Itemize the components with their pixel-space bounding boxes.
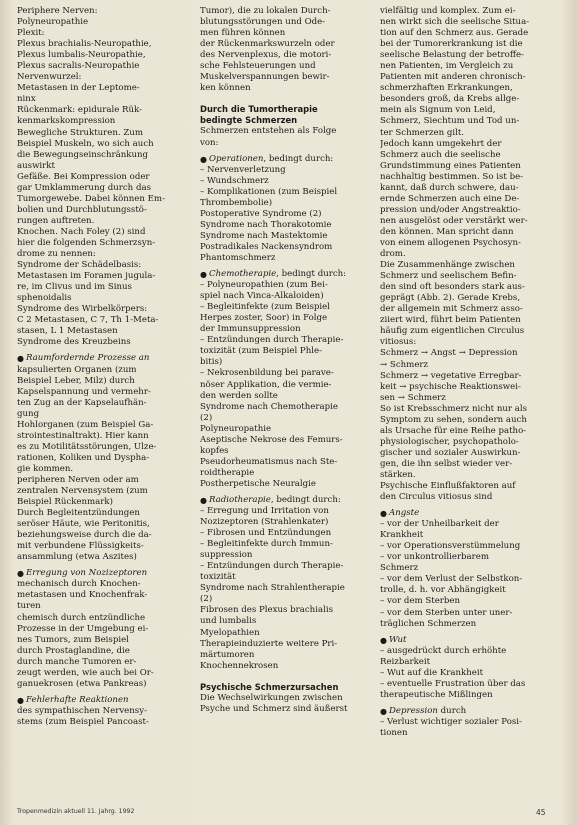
text-line: hier die folgenden Schmerzsyn- <box>17 237 156 248</box>
bullet-title: Depression <box>389 705 438 716</box>
text-line: träglichen Schmerzen <box>380 618 477 629</box>
text-line: Jedoch kann umgekehrt der <box>380 138 502 149</box>
text-line: schmerzhaften Erkrankungen, <box>380 83 513 94</box>
text-line: ken können <box>200 83 251 94</box>
text-line: – Polyneuropathien (zum Bei- <box>200 280 328 291</box>
text-line: sen → Schmerz <box>380 392 446 403</box>
text-line: rationen, Koliken und Dyspha- <box>17 452 150 463</box>
bullet-icon: ● <box>17 569 24 579</box>
text-line: Hohlorganen (zum Beispiel Ga- <box>17 419 154 430</box>
text-line: C 2 Metastasen, C 7, Th 1-Meta- <box>17 315 159 326</box>
text-line: es zu Motilitätsstörungen, Ulze- <box>17 441 157 452</box>
text-line: – Nekrosenbildung bei parave- <box>200 368 334 379</box>
text-line: Krankheit <box>380 530 424 541</box>
text-line: rungen auftreten. <box>17 215 95 226</box>
text-line: nen Patienten, im Vergleich zu <box>380 61 514 72</box>
text-line: – vor Operationsverstümmelung <box>380 541 521 552</box>
text-line: – Entzündungen durch Therapie- <box>200 561 344 572</box>
bullet-title: Raumfordernde Prozesse an <box>26 353 150 364</box>
text-line: Die Wechselwirkungen zwischen <box>200 692 343 703</box>
bullet-title: Fehlerhafte Reaktionen <box>26 694 129 705</box>
text-line: – ausgedrückt durch erhöhte <box>380 645 507 656</box>
text-line: Beispiel Leber, Milz) durch <box>17 375 135 386</box>
text-line: physiologischer, psychopatholo- <box>380 436 519 447</box>
text-line: Herpes zoster, Soor) in Folge <box>200 313 328 324</box>
bullet-heading <box>380 635 562 646</box>
text-line: toxizität (zum Beispiel Phle- <box>200 346 322 357</box>
text-line: re, im Clivus und im Sinus <box>17 282 132 293</box>
text-line: Patienten mit anderen chronisch- <box>380 72 526 83</box>
text-line: Beispiel Muskeln, wo sich auch <box>17 138 154 149</box>
text-line: – Komplikationen (zum Beispiel <box>200 186 338 197</box>
text-line: – Nervenverletzung <box>200 164 286 175</box>
text-line: Psychische Einflußfaktoren auf <box>380 481 516 492</box>
section-heading: Psychische Schmerzursachen <box>200 681 339 692</box>
bullet-icon: ● <box>200 495 207 505</box>
text-line: toxizität <box>200 572 236 583</box>
text-line: Plexus brachialis-Neuropathie, <box>17 39 152 50</box>
text-line: kapsulierten Organen (zum <box>17 364 137 375</box>
text-line: bitis) <box>200 357 223 368</box>
text-line: drome zu nennen: <box>17 249 96 260</box>
text-line: Aseptische Nekrose des Femurs- <box>200 434 343 445</box>
text-line: ansammlung (etwa Aszites) <box>17 552 137 563</box>
text-line: Postradikales Nackensyndrom <box>200 241 333 252</box>
text-line: mit verbundene Flüssigkeits- <box>17 541 144 552</box>
text-line: ten Zug an der Kapselaufhän- <box>17 397 147 408</box>
text-line: des sympathischen Nervensy- <box>17 705 147 716</box>
text-line: Plexit: <box>17 28 45 39</box>
text-line: (2) <box>200 412 213 423</box>
bullet-title-rest: , bedingt durch: <box>263 153 334 164</box>
text-line: besonders groß, da Krebs allge- <box>380 94 520 105</box>
text-line: Die Zusammenhänge zwischen <box>380 260 515 271</box>
text-line: Schmerz auch die seelische <box>380 149 501 160</box>
text-line: Grundstimmung eines Patienten <box>380 160 521 171</box>
text-line: gie kommen. <box>17 463 74 474</box>
text-line: – eventuelle Frustration über das <box>380 678 526 689</box>
text-line: kopfes <box>200 445 229 456</box>
text-line: auswirkt <box>17 160 55 171</box>
text-line: Tumor), die zu lokalen Durch- <box>200 6 331 16</box>
bullet-title-rest: , bedingt durch: <box>270 494 341 505</box>
text-line: – Wut auf die Krankheit <box>380 667 484 678</box>
section-heading: Durch die Tumortherapie <box>200 104 318 115</box>
text-line: Psyche und Schmerz sind äußerst <box>200 703 348 714</box>
text-line: – vor dem Verlust der Selbstkon- <box>380 574 523 585</box>
text-line: chemisch durch entzündliche <box>17 612 146 623</box>
text-line: nöser Applikation, die vermie- <box>200 379 332 390</box>
text-line: – vor unkontrollierbarem <box>380 552 490 563</box>
text-line: – Entzündungen durch Therapie- <box>200 335 344 346</box>
text-line: Plexus lumbalis-Neuropathie, <box>17 50 146 61</box>
text-line: von: <box>200 137 219 148</box>
text-line: Pseudorheumatismus nach Ste- <box>200 456 338 467</box>
bullet-heading <box>17 568 191 579</box>
bullet-icon: ● <box>17 354 24 364</box>
bullet-heading <box>17 353 191 364</box>
text-line: Rückenmark: epidurale Rük- <box>17 105 142 116</box>
text-line: der Rückenmarkswurzeln oder <box>200 39 335 50</box>
text-line: Schmerz, Siechtum und Tod un- <box>380 116 520 127</box>
text-line: stasen, L 1 Metastasen <box>17 326 118 337</box>
text-line: – Begleitinfekte (zum Beispiel <box>200 302 330 313</box>
bullet-title: Radiotherapie <box>209 494 271 505</box>
text-line: mechanisch durch Knochen- <box>17 579 141 590</box>
text-line: bei der Tumorerkrankung ist die <box>380 39 523 50</box>
bullet-icon: ● <box>200 270 207 280</box>
text-line: ziiert wird, führt beim Patienten <box>380 315 521 326</box>
page-number: 45 <box>536 808 546 817</box>
text-line: Metastasen in der Leptome- <box>17 83 140 94</box>
bullet-title: Wut <box>389 634 407 645</box>
bullet-heading <box>200 269 374 280</box>
text-line: pression und/oder Angstreaktio- <box>380 204 521 215</box>
bullet-title-rest: durch <box>437 705 467 716</box>
text-line: keit → psychische Reaktionswei- <box>380 381 521 392</box>
text-line: Metastasen im Foramen jugula- <box>17 271 156 282</box>
text-line: – vor dem Sterben unter uner- <box>380 607 513 618</box>
bullet-icon: ● <box>380 706 387 716</box>
text-line: kannt, daß durch schwere, dau- <box>380 182 519 193</box>
text-line: – vor dem Sterben <box>380 596 461 607</box>
text-line: Postoperative Syndrome (2) <box>200 208 322 219</box>
text-line: Syndrome des Wirbelkörpers: <box>17 304 148 315</box>
text-line: roidtherapie <box>200 467 255 478</box>
text-line: ninx <box>17 94 36 105</box>
text-line: nen ausgelöst oder verstärkt wer- <box>380 215 528 226</box>
text-line: strointestinaltrakt). Hier kann <box>17 430 149 441</box>
bullet-heading <box>200 154 374 165</box>
text-line: – Wundschmerz <box>200 175 269 186</box>
bullet-title: Ängste <box>389 508 420 519</box>
text-line: Postherpetische Neuralgie <box>200 478 317 489</box>
text-line: beziehungsweise durch die da- <box>17 530 152 541</box>
text-line: blutungsstörungen und Öde- <box>200 17 326 28</box>
column-2 <box>200 6 374 715</box>
text-line: therapeutische Mißlingen <box>380 689 493 700</box>
text-line: So ist Krebsschmerz nicht nur als <box>380 403 528 414</box>
text-line: geprägt (Abb. 2). Gerade Krebs, <box>380 293 521 304</box>
text-line: Durch Begleitentzündungen <box>17 508 140 519</box>
text-line: turen <box>17 601 41 612</box>
text-line: den werden sollte <box>200 390 278 401</box>
text-line: tion auf den Schmerz aus. Gerade <box>380 28 529 39</box>
text-line: Plexus sacralis-Neuropathie <box>17 61 140 72</box>
text-line: – Fibrosen und Entzündungen <box>200 528 332 539</box>
text-line: sphenoidalis <box>17 293 72 304</box>
text-line: Kapselspannung und vermehr- <box>17 386 151 397</box>
text-line: Nervenwurzel: <box>17 72 82 83</box>
column-1 <box>17 6 191 728</box>
text-line: vielfältig und komplex. Zum ei- <box>380 6 516 16</box>
bullet-heading <box>380 706 562 717</box>
text-line: Periphere Nerven: <box>17 6 98 16</box>
text-line: von einem allogenen Psychosyn- <box>380 237 521 248</box>
bullet-title: Chemotherapie <box>209 269 277 280</box>
text-line: drom. <box>380 249 406 260</box>
text-line: mein als Signum von Leid, <box>380 105 496 116</box>
text-line: – Begleitinfekte durch Immun- <box>200 539 333 550</box>
text-line: gischer und sozialer Auswirkun- <box>380 447 521 458</box>
text-line: Thrombembolie) <box>200 197 273 208</box>
text-line: märtumoren <box>200 649 255 660</box>
text-line: der allgemein mit Schmerz asso- <box>380 304 523 315</box>
text-line: tionen <box>380 728 408 738</box>
text-line: (2) <box>200 594 213 605</box>
text-line: durch manche Tumoren er- <box>17 656 137 667</box>
text-line: peripheren Nerven oder am <box>17 474 139 485</box>
text-line: – Erregung und Irritation von <box>200 506 329 517</box>
bullet-icon: ● <box>380 635 387 645</box>
text-line: Nozizeptoren (Strahlenkater) <box>200 517 329 528</box>
footer-source: Tropenmedizin aktuell 11. Jahrg. 1992 <box>17 808 135 815</box>
text-line: Beispiel Rückenmark) <box>17 497 113 508</box>
text-line: Syndrome nach Chemotherapie <box>200 401 338 412</box>
text-line: seelische Belastung der betroffe- <box>380 50 524 61</box>
text-line: bolien und Durchblutungsstö- <box>17 204 147 215</box>
text-line: nen wirkt sich die seelische Situa- <box>380 17 530 28</box>
text-line: Muskelverspannungen bewir- <box>200 72 330 83</box>
text-line: Polyneuropathie <box>200 423 272 434</box>
text-line: Syndrome nach Strahlentherapie <box>200 583 345 594</box>
text-line: kenmarkskompression <box>17 116 116 127</box>
text-line: Prozesse in der Umgebung ei- <box>17 623 149 634</box>
text-line: Schmerzen entstehen als Folge <box>200 126 337 137</box>
text-line: suppression <box>200 550 253 561</box>
text-line: und lumbalis <box>200 616 257 627</box>
text-line: Gefäße. Bei Kompression oder <box>17 171 150 182</box>
text-line: Syndrome der Schädelbasis: <box>17 260 142 271</box>
text-line: Tumorgewebe. Dabei können Em- <box>17 193 165 204</box>
text-line: den sind oft besonders stark aus- <box>380 282 525 293</box>
bullet-title: Erregung von Nozizeptoren <box>26 568 148 579</box>
text-line: spiel nach Vinca-Alkaloiden) <box>200 291 324 302</box>
text-line: Syndrome nach Thorakotomie <box>200 219 332 230</box>
text-line: nachhaltig bestimmen. So ist be- <box>380 171 524 182</box>
text-line: des Nervenplexus, die motori- <box>200 50 332 61</box>
text-line: Knochen. Nach Foley (2) sind <box>17 226 146 237</box>
bullet-heading <box>17 695 191 706</box>
text-line: zeugt werden, wie auch bei Or- <box>17 667 154 678</box>
bullet-icon: ● <box>200 154 207 164</box>
bullet-heading <box>380 508 562 519</box>
text-line: Bewegliche Strukturen. Zum <box>17 127 144 138</box>
bullet-heading <box>200 495 374 506</box>
text-line: Fibrosen des Plexus brachialis <box>200 605 333 616</box>
text-line: durch Prostaglandine, die <box>17 645 130 656</box>
text-line: ganuekrosen (etwa Pankreas) <box>17 678 147 689</box>
text-line: gen, die ihn selbst wieder ver- <box>380 458 513 469</box>
text-line: stärken. <box>380 469 416 480</box>
text-line: – Verlust wichtiger sozialer Posi- <box>380 716 522 727</box>
text-line: als Ursache für eine Reihe patho- <box>380 425 527 436</box>
text-line: Polyneuropathie <box>17 17 89 28</box>
text-line: den Circulus vitiosus sind <box>380 492 493 503</box>
text-line: sche Fehlsteuerungen und <box>200 61 316 72</box>
text-line: Syndrome des Kreuzbeins <box>17 337 131 348</box>
text-line: die Bewegungseinschränkung <box>17 149 149 160</box>
bullet-icon: ● <box>17 695 24 705</box>
text-line: Knochennekrosen <box>200 660 279 671</box>
text-line: Symptom zu sehen, sondern auch <box>380 414 527 425</box>
text-line: Myelopathien <box>200 627 260 638</box>
text-line: Schmerz → vegetative Erregbar- <box>380 370 522 381</box>
text-line: → Schmerz <box>380 359 429 370</box>
text-line: trolle, d. h. vor Abhängigkeit <box>380 585 506 596</box>
column-3 <box>380 6 562 739</box>
text-line: gung <box>17 408 40 419</box>
text-line: zentralen Nervensystem (zum <box>17 486 148 497</box>
text-line: men führen können <box>200 28 286 39</box>
text-line: nes Tumors, zum Beispiel <box>17 634 129 645</box>
text-line: vitiosus: <box>380 337 417 348</box>
text-line: Phantomschmerz <box>200 252 276 263</box>
text-line: Syndrome nach Mastektomie <box>200 230 328 241</box>
bullet-icon: ● <box>380 509 387 519</box>
text-line: Schmerz <box>380 563 419 574</box>
text-line: der Immunsuppression <box>200 324 301 335</box>
text-line: den können. Man spricht dann <box>380 226 514 237</box>
bullet-title: Operationen <box>209 153 264 164</box>
text-line: Therapieinduzierte weitere Pri- <box>200 638 338 649</box>
bullet-title-rest: , bedingt durch: <box>276 269 347 280</box>
text-line: – vor der Unheilbarkeit der <box>380 519 499 530</box>
section-heading: bedingte Schmerzen <box>200 115 298 126</box>
text-line: gar Umklammerung durch das <box>17 182 151 193</box>
text-line: häufig zum eigentlichen Circulus <box>380 326 525 337</box>
text-line: seröser Häute, wie Peritonitis, <box>17 519 150 530</box>
text-line: Schmerz und seelischem Befin- <box>380 271 517 282</box>
text-line: metastasen und Knochenfrak- <box>17 590 148 601</box>
text-line: Reizbarkeit <box>380 656 431 667</box>
text-line: ter Schmerzen gilt. <box>380 127 465 138</box>
text-line: stems (zum Beispiel Pancoast- <box>17 716 149 727</box>
text-line: ernde Schmerzen auch eine De- <box>380 193 520 204</box>
text-line: Schmerz → Angst → Depression <box>380 348 518 359</box>
